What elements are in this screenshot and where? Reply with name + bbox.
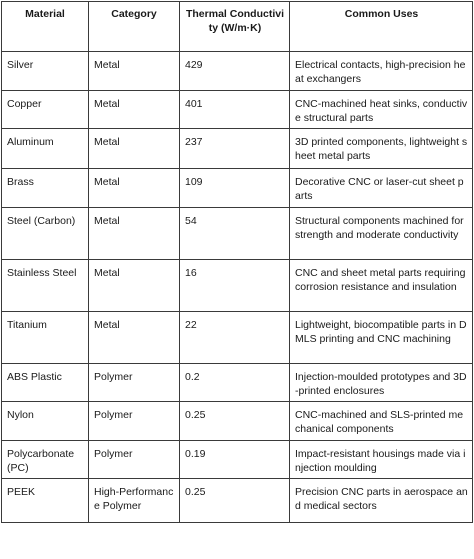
cell-thermal-conductivity: 0.25 <box>180 402 290 441</box>
cell-thermal-conductivity: 237 <box>180 129 290 169</box>
cell-category: Metal <box>89 260 180 312</box>
cell-material: ABS Plastic <box>2 364 89 402</box>
cell-common-uses: Electrical contacts, high-precision heat exchangers <box>290 52 473 91</box>
table-row <box>2 91 473 129</box>
table-row <box>2 402 473 441</box>
cell-common-uses: Structural components machined for strength and moderate conductivity <box>290 208 473 260</box>
cell-thermal-conductivity: 401 <box>180 91 290 129</box>
table-row <box>2 364 473 402</box>
cell-thermal-conductivity: 54 <box>180 208 290 260</box>
cell-category: High-Performance Polymer <box>89 479 180 523</box>
cell-common-uses: Decorative CNC or laser-cut sheet parts <box>290 169 473 208</box>
cell-common-uses: Precision CNC parts in aerospace and medical sectors <box>290 479 473 523</box>
cell-category: Metal <box>89 91 180 129</box>
cell-material: Brass <box>2 169 89 208</box>
cell-material: Titanium <box>2 312 89 364</box>
cell-category: Metal <box>89 169 180 208</box>
table-row <box>2 169 473 208</box>
header-material: Material <box>2 2 89 52</box>
table-row <box>2 479 473 523</box>
header-thermal-conductivity: Thermal Conductivity (W/m·K) <box>180 2 290 52</box>
cell-common-uses: Injection-moulded prototypes and 3D-printed enclosures <box>290 364 473 402</box>
cell-category: Metal <box>89 312 180 364</box>
header-category: Category <box>89 2 180 52</box>
table-row <box>2 312 473 364</box>
cell-common-uses: Impact-resistant housings made via injection moulding <box>290 441 473 479</box>
cell-material: Copper <box>2 91 89 129</box>
cell-material: Aluminum <box>2 129 89 169</box>
table-row <box>2 441 473 479</box>
cell-common-uses: CNC-machined and SLS-printed mechanical components <box>290 402 473 441</box>
cell-thermal-conductivity: 0.19 <box>180 441 290 479</box>
cell-category: Polymer <box>89 402 180 441</box>
cell-category: Polymer <box>89 364 180 402</box>
cell-common-uses: CNC-machined heat sinks, conductive structural parts <box>290 91 473 129</box>
cell-common-uses: CNC and sheet metal parts requiring corrosion resistance and insulation <box>290 260 473 312</box>
cell-material: Nylon <box>2 402 89 441</box>
cell-category: Polymer <box>89 441 180 479</box>
cell-category: Metal <box>89 52 180 91</box>
cell-category: Metal <box>89 208 180 260</box>
header-row <box>2 2 473 52</box>
cell-material: Stainless Steel <box>2 260 89 312</box>
cell-common-uses: Lightweight, biocompatible parts in DMLS printing and CNC machining <box>290 312 473 364</box>
thermal-conductivity-table <box>1 1 473 523</box>
table-row <box>2 129 473 169</box>
cell-material: PEEK <box>2 479 89 523</box>
cell-thermal-conductivity: 429 <box>180 52 290 91</box>
cell-thermal-conductivity: 0.2 <box>180 364 290 402</box>
cell-material: Steel (Carbon) <box>2 208 89 260</box>
header-common-uses: Common Uses <box>290 2 473 52</box>
cell-thermal-conductivity: 109 <box>180 169 290 208</box>
cell-common-uses: 3D printed components, lightweight sheet metal parts <box>290 129 473 169</box>
cell-thermal-conductivity: 0.25 <box>180 479 290 523</box>
cell-material: Silver <box>2 52 89 91</box>
cell-thermal-conductivity: 22 <box>180 312 290 364</box>
table-row <box>2 208 473 260</box>
cell-category: Metal <box>89 129 180 169</box>
cell-thermal-conductivity: 16 <box>180 260 290 312</box>
table-row <box>2 260 473 312</box>
table-row <box>2 52 473 91</box>
cell-material: Polycarbonate (PC) <box>2 441 89 479</box>
